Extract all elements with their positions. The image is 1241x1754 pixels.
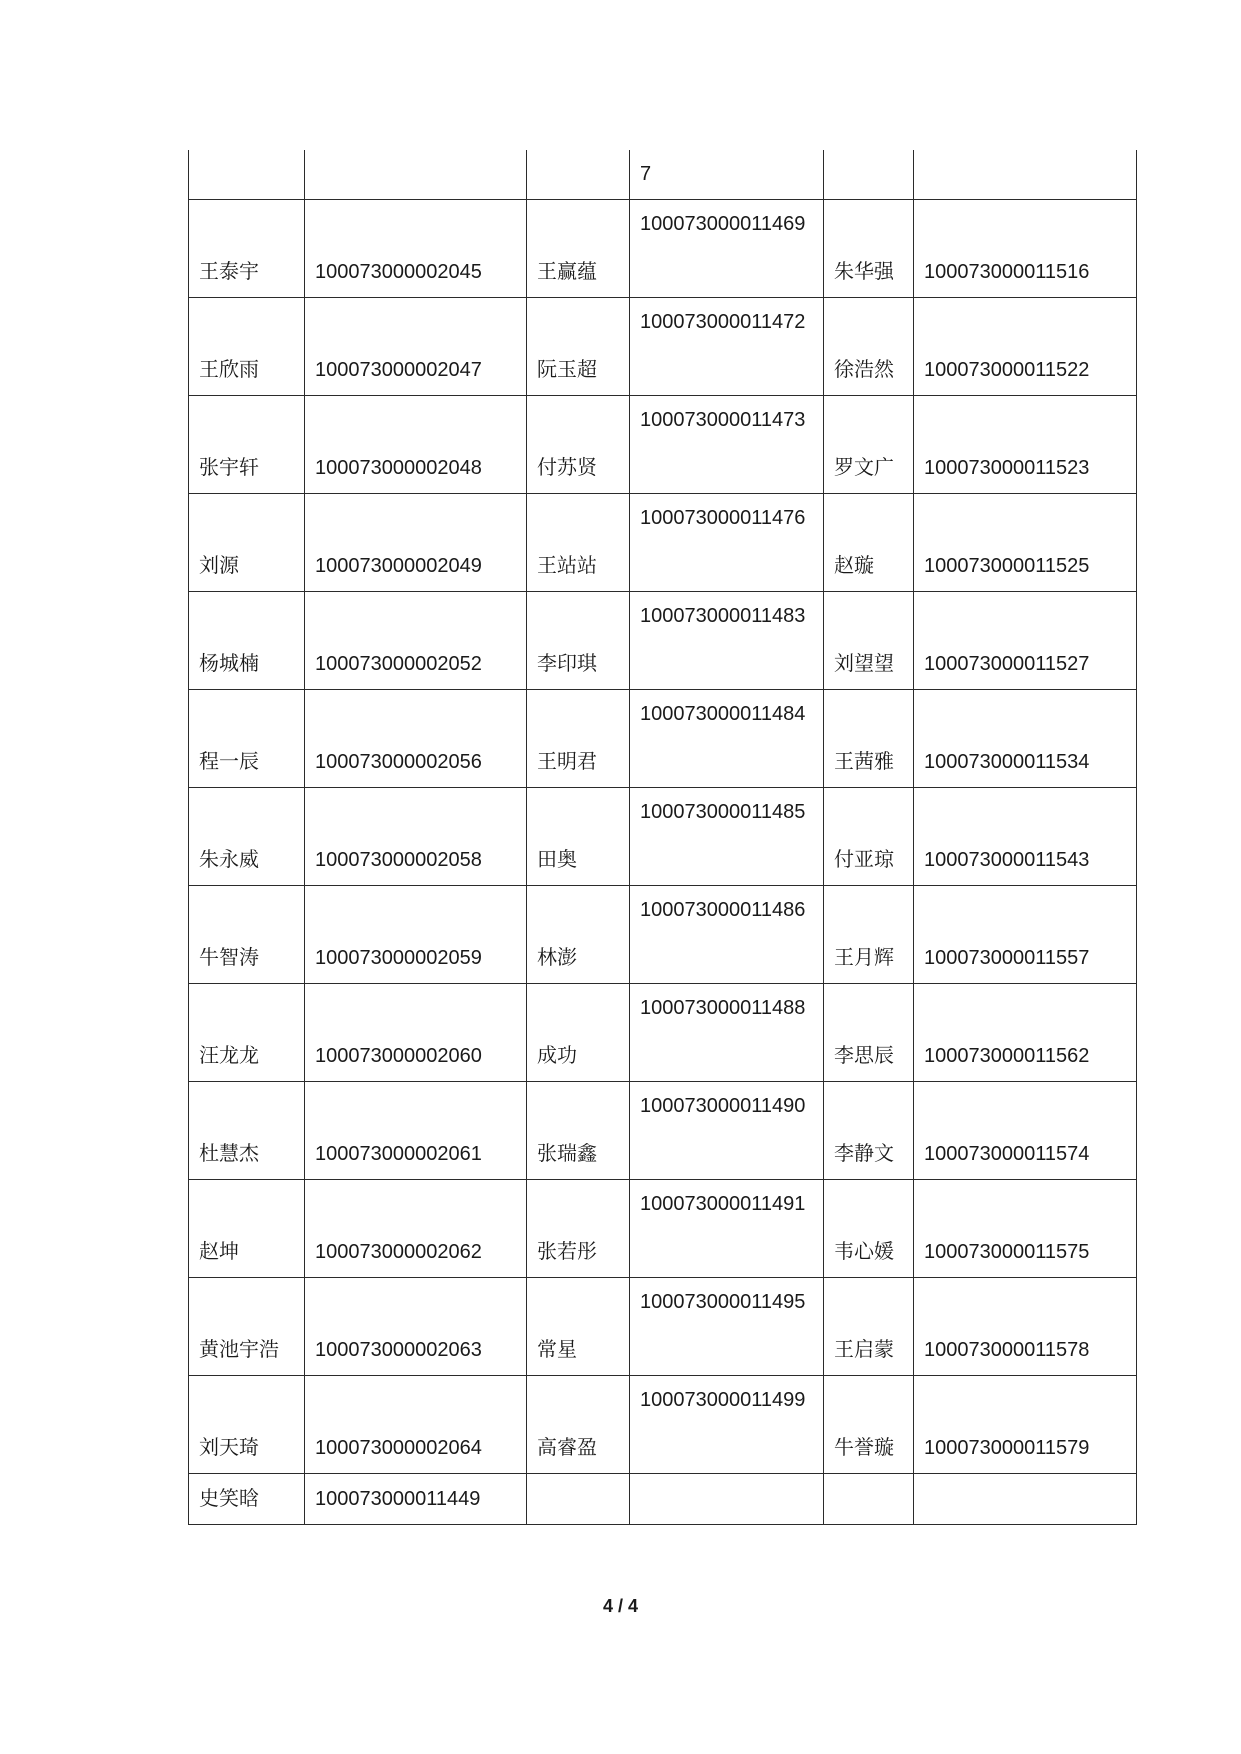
student-id-text: 100073000011473 bbox=[640, 409, 806, 431]
student-id-cell-wrapped bbox=[630, 1180, 824, 1278]
student-name-text: 高睿盈 bbox=[537, 1435, 597, 1459]
student-id-text: 100073000011562 bbox=[924, 1045, 1090, 1067]
student-name-text: 牛智涛 bbox=[199, 945, 259, 969]
table-row bbox=[189, 984, 1137, 1082]
student-id-cell bbox=[914, 886, 1137, 984]
student-name-cell bbox=[527, 396, 630, 494]
student-name-cell bbox=[189, 1082, 305, 1180]
student-id-cell bbox=[305, 298, 527, 396]
student-name-text: 赵坤 bbox=[199, 1239, 239, 1263]
table-cell bbox=[305, 150, 527, 200]
student-name-cell bbox=[189, 690, 305, 788]
student-name-text: 黄池宇浩 bbox=[199, 1337, 279, 1361]
student-name-text: 杨城楠 bbox=[199, 651, 259, 675]
student-name-cell bbox=[824, 984, 914, 1082]
student-id-cell bbox=[305, 494, 527, 592]
student-id-cell bbox=[305, 690, 527, 788]
student-name-text: 王站站 bbox=[537, 553, 597, 577]
table-cell-empty bbox=[630, 1474, 824, 1525]
student-id-text: 100073000011574 bbox=[924, 1143, 1090, 1165]
student-name-cell bbox=[527, 1376, 630, 1474]
student-id-text: 100073000011525 bbox=[924, 555, 1090, 577]
student-id-text: 100073000002058 bbox=[315, 849, 482, 871]
table-row bbox=[189, 690, 1137, 788]
student-id-cell bbox=[305, 200, 527, 298]
student-id-cell-wrapped bbox=[630, 1376, 824, 1474]
student-name-cell bbox=[824, 788, 914, 886]
table-cell-empty bbox=[527, 1474, 630, 1525]
student-id-cell bbox=[914, 1376, 1137, 1474]
student-id-text: 100073000011491 bbox=[640, 1193, 806, 1215]
student-id-text: 100073000011523 bbox=[924, 457, 1090, 479]
student-id-text: 100073000002063 bbox=[315, 1339, 482, 1361]
student-name-cell bbox=[527, 298, 630, 396]
student-name-cell bbox=[189, 396, 305, 494]
table-row bbox=[189, 298, 1137, 396]
student-id-text: 100073000011469 bbox=[640, 213, 806, 235]
student-name-cell bbox=[189, 200, 305, 298]
student-name-cell bbox=[824, 1082, 914, 1180]
student-name-text: 付苏贤 bbox=[537, 455, 597, 479]
student-id-cell bbox=[305, 592, 527, 690]
student-name-cell bbox=[189, 298, 305, 396]
student-name-cell bbox=[527, 200, 630, 298]
student-id-text: 100073000002048 bbox=[315, 457, 482, 479]
student-id-text: 100073000002049 bbox=[315, 555, 482, 577]
student-name-cell bbox=[824, 1180, 914, 1278]
student-id-text: 100073000011488 bbox=[640, 997, 806, 1019]
student-id-cell bbox=[914, 1180, 1137, 1278]
student-name-cell bbox=[189, 886, 305, 984]
student-id-cell bbox=[305, 1180, 527, 1278]
student-name-cell bbox=[527, 886, 630, 984]
student-name-cell bbox=[527, 1278, 630, 1376]
student-id-cell bbox=[914, 494, 1137, 592]
student-name-text: 王欣雨 bbox=[199, 357, 259, 381]
table-cell-empty bbox=[914, 1474, 1137, 1525]
table-cell bbox=[824, 150, 914, 200]
student-name-text: 田奥 bbox=[537, 847, 577, 871]
student-name-text: 史笑晗 bbox=[199, 1486, 259, 1510]
student-id-cell-wrapped bbox=[630, 592, 824, 690]
student-id-text: 100073000011490 bbox=[640, 1095, 806, 1117]
student-name-text: 成功 bbox=[537, 1043, 577, 1067]
student-id-text: 100073000011484 bbox=[640, 703, 806, 725]
student-id-text: 100073000011495 bbox=[640, 1291, 806, 1313]
student-name-text: 张若彤 bbox=[537, 1239, 597, 1263]
student-name-text: 朱华强 bbox=[834, 259, 894, 283]
student-name-cell bbox=[527, 1180, 630, 1278]
student-id-text: 100073000002052 bbox=[315, 653, 482, 675]
table-row bbox=[189, 1082, 1137, 1180]
page-number: 4 / 4 bbox=[602, 1596, 639, 1616]
table-row-final bbox=[189, 1474, 1137, 1525]
student-id-cell-wrapped bbox=[630, 1082, 824, 1180]
table-row bbox=[189, 494, 1137, 592]
table-row bbox=[189, 1278, 1137, 1376]
student-id-cell bbox=[914, 984, 1137, 1082]
table-cell-id-fragment: 7 bbox=[630, 150, 824, 200]
student-name-text: 李静文 bbox=[834, 1141, 894, 1165]
student-id-cell bbox=[305, 984, 527, 1082]
table-row bbox=[189, 200, 1137, 298]
student-name-text: 赵璇 bbox=[834, 553, 874, 577]
student-name-cell bbox=[189, 1376, 305, 1474]
student-name-cell bbox=[189, 788, 305, 886]
student-id-text: 100073000002061 bbox=[315, 1143, 482, 1165]
student-id-cell bbox=[914, 690, 1137, 788]
student-id-text: 100073000002062 bbox=[315, 1241, 482, 1263]
student-name-cell bbox=[527, 690, 630, 788]
student-name-text: 程一辰 bbox=[199, 749, 259, 773]
student-name-cell bbox=[527, 984, 630, 1082]
student-name-cell bbox=[824, 690, 914, 788]
student-id-text: 100073000011499 bbox=[640, 1389, 806, 1411]
student-name-cell bbox=[189, 1474, 305, 1525]
student-name-text: 王启蒙 bbox=[834, 1337, 894, 1361]
student-name-cell bbox=[824, 592, 914, 690]
table-cell-empty bbox=[824, 1474, 914, 1525]
table-row bbox=[189, 592, 1137, 690]
student-id-text: 100073000011579 bbox=[924, 1437, 1090, 1459]
student-name-text: 王明君 bbox=[537, 749, 597, 773]
student-name-cell bbox=[824, 396, 914, 494]
student-id-text: 100073000011578 bbox=[924, 1339, 1090, 1361]
student-id-text: 100073000011449 bbox=[315, 1488, 481, 1510]
student-id-cell-wrapped bbox=[630, 984, 824, 1082]
student-id-text: 100073000011534 bbox=[924, 751, 1090, 773]
student-name-cell bbox=[189, 1278, 305, 1376]
student-id-cell bbox=[914, 298, 1137, 396]
student-name-text: 刘望望 bbox=[834, 651, 894, 675]
student-name-cell bbox=[824, 298, 914, 396]
student-name-cell bbox=[824, 886, 914, 984]
student-name-cell bbox=[824, 200, 914, 298]
student-id-cell bbox=[914, 788, 1137, 886]
student-id-cell bbox=[305, 788, 527, 886]
student-id-text: 100073000011483 bbox=[640, 605, 806, 627]
student-name-cell bbox=[824, 494, 914, 592]
student-id-cell-wrapped bbox=[630, 396, 824, 494]
student-name-cell bbox=[527, 592, 630, 690]
student-id-text: 100073000011522 bbox=[924, 359, 1090, 381]
student-id-cell bbox=[305, 396, 527, 494]
student-id-cell-wrapped bbox=[630, 690, 824, 788]
student-id-text: 100073000002059 bbox=[315, 947, 482, 969]
student-name-text: 常星 bbox=[537, 1337, 577, 1361]
student-name-text: 汪龙龙 bbox=[199, 1043, 259, 1067]
student-name-cell bbox=[824, 1376, 914, 1474]
student-name-text: 李思辰 bbox=[834, 1043, 894, 1067]
student-name-text: 罗文广 bbox=[834, 455, 894, 479]
student-name-text: 王泰宇 bbox=[199, 259, 259, 283]
student-id-cell bbox=[305, 1278, 527, 1376]
roster-table bbox=[188, 150, 1137, 1525]
student-id-cell-wrapped bbox=[630, 788, 824, 886]
student-name-text: 阮玉超 bbox=[537, 357, 597, 381]
student-name-text: 王赢蕴 bbox=[537, 259, 597, 283]
student-id-text: 100073000002060 bbox=[315, 1045, 482, 1067]
student-id-text: 100073000011575 bbox=[924, 1241, 1090, 1263]
student-id-cell-wrapped bbox=[630, 886, 824, 984]
student-name-cell bbox=[527, 1082, 630, 1180]
table-row bbox=[189, 886, 1137, 984]
student-id-text: 100073000011476 bbox=[640, 507, 806, 529]
student-id-text: 100073000002047 bbox=[315, 359, 482, 381]
student-id-text: 100073000002045 bbox=[315, 261, 482, 283]
student-name-text: 刘源 bbox=[199, 553, 239, 577]
table-cell bbox=[527, 150, 630, 200]
table-cell bbox=[914, 150, 1137, 200]
student-name-text: 韦心媛 bbox=[834, 1239, 894, 1263]
student-id-cell bbox=[305, 1474, 527, 1525]
student-name-cell bbox=[189, 494, 305, 592]
student-id-cell-wrapped bbox=[630, 298, 824, 396]
student-name-text: 朱永威 bbox=[199, 847, 259, 871]
table-row-continuation bbox=[189, 150, 1137, 200]
student-name-text: 刘天琦 bbox=[199, 1435, 259, 1459]
student-name-cell bbox=[189, 984, 305, 1082]
student-name-text: 徐浩然 bbox=[834, 357, 894, 381]
student-id-cell-wrapped bbox=[630, 494, 824, 592]
student-id-text: 100073000002056 bbox=[315, 751, 482, 773]
student-name-text: 李印琪 bbox=[537, 651, 597, 675]
student-id-cell bbox=[914, 1278, 1137, 1376]
student-id-text: 100073000011472 bbox=[640, 311, 806, 333]
student-id-text: 100073000011485 bbox=[640, 801, 806, 823]
student-id-cell-wrapped bbox=[630, 1278, 824, 1376]
student-name-text: 王茜雅 bbox=[834, 749, 894, 773]
student-id-cell bbox=[305, 1082, 527, 1180]
roster-table-body bbox=[189, 150, 1137, 1525]
table-row bbox=[189, 1376, 1137, 1474]
student-id-cell bbox=[914, 396, 1137, 494]
student-id-text: 100073000011543 bbox=[924, 849, 1090, 871]
table-row bbox=[189, 788, 1137, 886]
student-id-cell bbox=[914, 1082, 1137, 1180]
student-id-cell-wrapped bbox=[630, 200, 824, 298]
student-id-cell bbox=[914, 592, 1137, 690]
student-id-cell bbox=[305, 1376, 527, 1474]
student-id-text: 100073000011486 bbox=[640, 899, 806, 921]
student-name-cell bbox=[189, 592, 305, 690]
table-cell bbox=[189, 150, 305, 200]
student-name-cell bbox=[824, 1278, 914, 1376]
student-id-text: 100073000011557 bbox=[924, 947, 1090, 969]
student-name-cell bbox=[189, 1180, 305, 1278]
student-name-text: 林澎 bbox=[537, 945, 577, 969]
student-name-text: 杜慧杰 bbox=[199, 1141, 259, 1165]
student-id-cell bbox=[914, 200, 1137, 298]
student-name-cell bbox=[527, 494, 630, 592]
student-name-text: 王月辉 bbox=[834, 945, 894, 969]
student-id-cell bbox=[305, 886, 527, 984]
table-row bbox=[189, 396, 1137, 494]
student-name-cell bbox=[527, 788, 630, 886]
student-name-text: 张宇轩 bbox=[199, 455, 259, 479]
student-name-text: 牛誉璇 bbox=[834, 1435, 894, 1459]
student-id-text: 100073000011527 bbox=[924, 653, 1090, 675]
table-row bbox=[189, 1180, 1137, 1278]
student-id-text: 100073000002064 bbox=[315, 1437, 482, 1459]
student-name-text: 付亚琼 bbox=[834, 847, 894, 871]
student-id-text: 100073000011516 bbox=[924, 261, 1090, 283]
student-name-text: 张瑞鑫 bbox=[537, 1141, 597, 1165]
